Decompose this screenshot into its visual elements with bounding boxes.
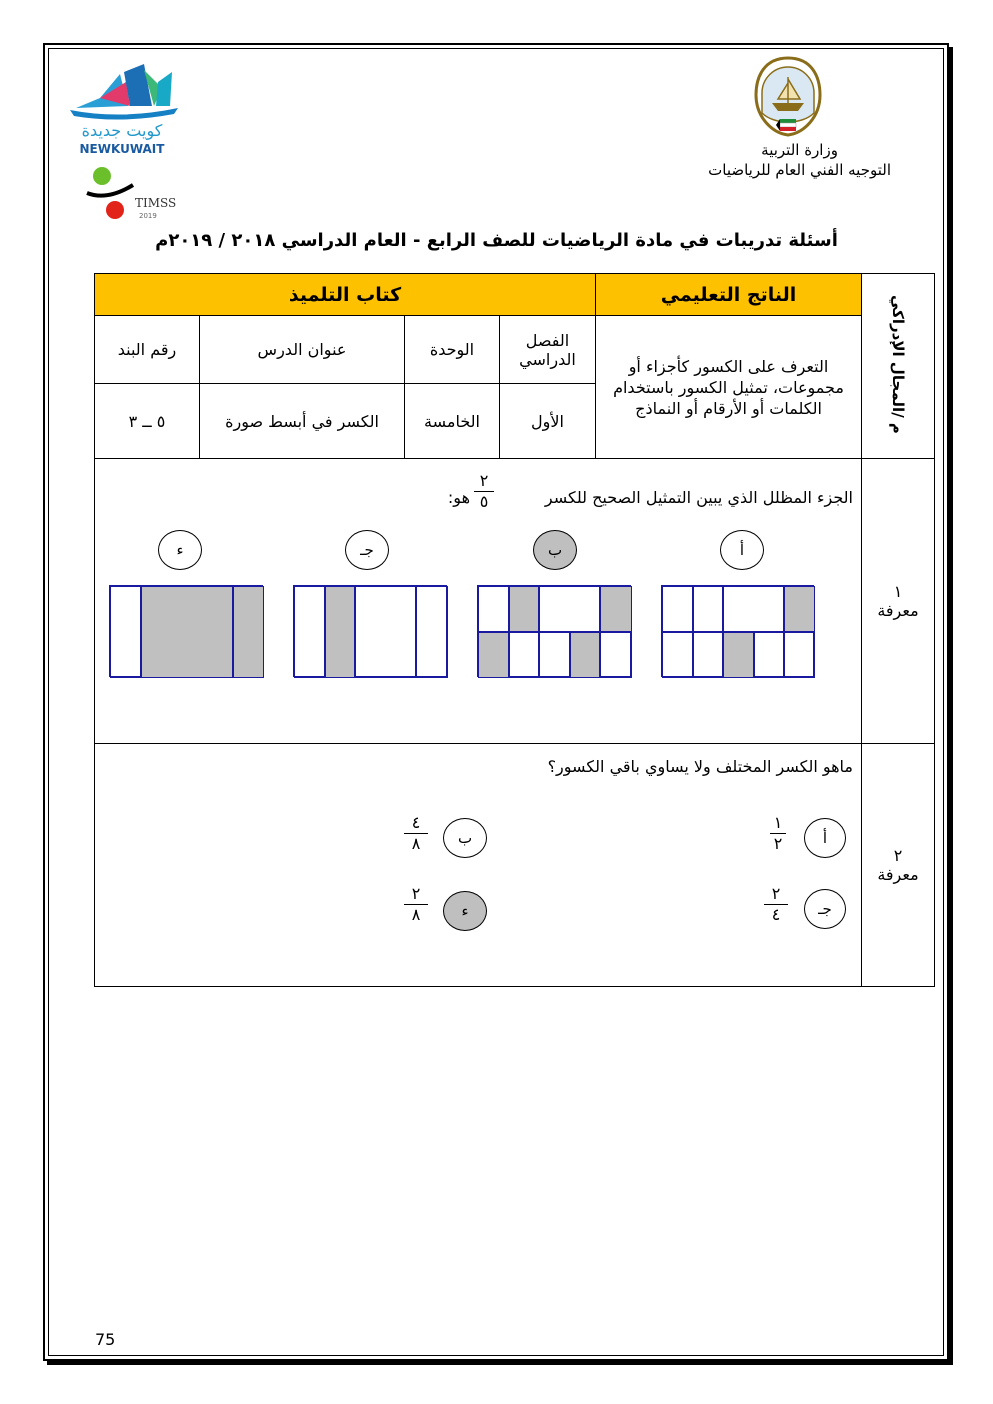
svg-text:TIMSS: TIMSS <box>135 196 177 210</box>
val-lesson: الكسر في أبسط صورة <box>200 384 405 459</box>
q2-frac-c-den: ٤ <box>771 905 781 924</box>
col-item-number: رقم البند <box>95 316 200 384</box>
border-shadow <box>47 1361 953 1365</box>
q1-domain-cell <box>862 459 935 744</box>
timss-logo <box>85 163 185 223</box>
q2-fraction-a <box>770 814 786 853</box>
q2-frac-a-num: ١ <box>773 813 783 832</box>
q1-option-d[interactable]: ء <box>158 530 202 570</box>
q2-frac-d-num: ٢ <box>411 884 421 903</box>
q1-option-b-selected[interactable]: ب <box>533 530 577 570</box>
q2-cell <box>95 744 862 987</box>
kuwait-emblem <box>752 55 824 137</box>
q2-fraction-d <box>404 885 428 924</box>
q1-fraction <box>474 472 494 511</box>
q2-frac-a-den: ٢ <box>773 834 783 853</box>
domain-header: م /المجال الإدراكي <box>889 294 907 434</box>
ministry-name: وزارة التربية <box>761 141 838 159</box>
q1-option-c[interactable]: جـ <box>345 530 389 570</box>
q1-model-d <box>109 585 263 677</box>
q1-model-b <box>477 585 631 677</box>
col-semester: الفصل الدراسي <box>500 316 596 384</box>
col-unit: الوحدة <box>405 316 500 384</box>
val-semester: الأول <box>500 384 596 459</box>
q2-frac-b-den: ٨ <box>411 834 421 853</box>
q1-model-c <box>293 585 447 677</box>
q2-fraction-c <box>764 885 788 924</box>
q1-text-after: هو: <box>447 488 470 507</box>
q1-domain: معرفة <box>877 601 919 620</box>
q1-number: ١ <box>893 582 903 601</box>
q2-option-d-selected[interactable]: ء <box>443 891 487 931</box>
q2-domain: معرفة <box>877 865 919 884</box>
q1-option-a[interactable]: أ <box>720 530 764 570</box>
ministry-header <box>708 140 891 180</box>
q1-frac-num: ٢ <box>479 471 489 490</box>
q2-frac-c-num: ٢ <box>771 884 781 903</box>
q2-number: ٢ <box>893 846 903 865</box>
svg-text:NEWKUWAIT: NEWKUWAIT <box>79 142 165 156</box>
svg-text:كويت جديدة: كويت جديدة <box>81 121 163 140</box>
val-unit: الخامسة <box>405 384 500 459</box>
col-lesson: عنوان الدرس <box>200 316 405 384</box>
outcome-text: التعرف على الكسور كأجزاء أو مجموعات، تمثيل الكسور باستخدام الكلمات أو الأرقام أو النماذج <box>596 316 862 459</box>
q2-frac-b-num: ٤ <box>411 813 421 832</box>
val-item-number: ٥ ــ ٣ <box>95 384 200 459</box>
q2-option-c[interactable]: جـ <box>804 889 846 929</box>
new-kuwait-logo <box>66 62 184 157</box>
border-shadow <box>949 47 953 1365</box>
q2-fraction-b <box>404 814 428 853</box>
q1-text-before: الجزء المظلل الذي يبين التمثيل الصحيح للكسر <box>544 488 853 507</box>
q2-text: ماهو الكسر المختلف ولا يساوي باقي الكسور؟ <box>547 757 853 776</box>
q2-option-a[interactable]: أ <box>804 818 846 858</box>
q1-frac-den: ٥ <box>479 492 489 511</box>
department-name: التوجيه الفني العام للرياضيات <box>708 161 891 179</box>
book-header: كتاب التلميذ <box>95 274 596 316</box>
outcome-header: الناتج التعليمي <box>596 274 862 316</box>
q2-domain-cell <box>862 744 935 987</box>
q2-option-b[interactable]: ب <box>443 818 487 858</box>
q2-frac-d-den: ٨ <box>411 905 421 924</box>
domain-header-cell <box>862 274 935 459</box>
q1-model-a <box>661 585 814 677</box>
svg-text:2019: 2019 <box>139 212 157 220</box>
page-title: أسئلة تدريبات في مادة الرياضيات للصف الرابع - العام الدراسي ٢٠١٨ / ٢٠١٩م <box>155 230 838 251</box>
page-number: 75 <box>95 1330 116 1349</box>
